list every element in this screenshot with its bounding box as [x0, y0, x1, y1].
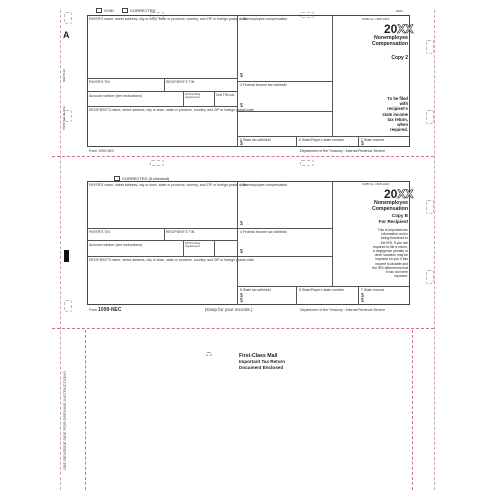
box4-label: 4 Federal income tax withheld: [240, 83, 287, 87]
opening-instructions: SEE REVERSE SIDE FOR OPENING INSTRUCTIONS: [62, 371, 67, 470]
copy-note-line: with: [399, 101, 408, 107]
box1-label: 1 Nonemployee compensation: [240, 183, 288, 187]
payer-name-label: PAYER'S name, street address, city or town, state or province, country, and ZIP or foreign postal code: [89, 183, 247, 187]
envelope-text: [239, 353, 285, 372]
copy-note-line: income is taxable and: [375, 261, 408, 266]
form-title: Nonemployee Compensation: [371, 35, 408, 47]
feed-slot: [426, 270, 434, 284]
envelope-line-2: Important Tax Return: [239, 359, 286, 365]
copy-note-line: tax return,: [387, 116, 408, 122]
copy-note-line: when: [397, 122, 408, 128]
copy-note-line: reported.: [394, 274, 408, 279]
feed-slot: [300, 160, 314, 166]
footer-dept: Department of the Treasury - Internal Revenue Service: [300, 308, 386, 312]
perforation-vertical-right: [412, 330, 413, 490]
void-label: VOID: [104, 8, 114, 13]
copy-note: [334, 228, 408, 278]
window-mark: [206, 352, 212, 356]
payer-name-label: PAYER'S name, street address, city or town, state or province, country, and ZIP or foreign postal code: [89, 17, 247, 21]
second-tin-label: 2nd TIN not.: [216, 93, 236, 97]
footer-dept: Department of the Treasury - Internal Revenue Service: [300, 149, 386, 153]
omb-number: OMB No. 1545-0116: [362, 182, 390, 186]
copy-note-line: a negligence penalty or: [372, 249, 408, 254]
copy-note-line: the IRS determines that: [372, 265, 408, 270]
copy-note-line: being furnished to: [381, 236, 408, 241]
feed-slot: [150, 160, 164, 166]
recipient-tin-label: RECIPIENT'S TIN: [166, 230, 195, 234]
copy-note-line: This is important tax: [377, 228, 408, 232]
corrected-checkbox[interactable]: [122, 8, 128, 13]
perforation-line-2: [52, 328, 434, 329]
box7-dollar-2: $: [361, 298, 364, 304]
feed-slot: [64, 300, 72, 312]
perforation-line-1: [52, 156, 434, 157]
copy-note-line: other sanction may be: [374, 253, 408, 258]
copy-note-line: To be filed: [387, 96, 408, 101]
copy-note-line: information and is: [381, 232, 408, 237]
box1-dollar: $: [240, 73, 243, 79]
top-corner-code: 6900: [396, 9, 403, 13]
tax-year: 20XX: [384, 22, 414, 36]
copy-note-line: recipient's: [387, 106, 408, 112]
copy-note-line: imposed on you if this: [375, 257, 408, 262]
recipient-name-label: RECIPIENT'S name, street address, city or town, state or province, country, and ZIP or foreign postal code: [89, 108, 254, 112]
copy-note-line: state income: [382, 111, 408, 117]
copy-note-line: the IRS. If you are: [380, 240, 408, 245]
form-title: Nonemployee Compensation: [371, 200, 408, 212]
box4-dollar: $: [240, 103, 243, 109]
left-margin-guide: [60, 10, 61, 490]
footer-keep: (Keep for your records.): [205, 307, 253, 312]
box7-label: 7 State income: [361, 138, 385, 142]
box4-label: 4 Federal income tax withheld: [240, 230, 287, 234]
payer-tin-label: PAYER'S TIN: [89, 230, 110, 234]
corrected-label: CORRECTED: [130, 8, 156, 13]
fatca-label: FATCA filing requirement: [185, 92, 201, 99]
box6-label: 6 State/Payer's state number: [299, 138, 345, 142]
payer-tin-label: PAYER'S TIN: [89, 80, 110, 84]
copy-label: Copy B: [391, 213, 408, 218]
copy-note: [350, 96, 408, 132]
box6-label: 6 State/Payer's state number: [299, 288, 345, 292]
envelope-line-3: Document Enclosed: [239, 365, 284, 371]
envelope-line-1: First-Class Mail: [239, 353, 278, 359]
box5-label: 5 State tax withheld: [240, 288, 271, 292]
omb-number: OMB No. 1545-0116: [362, 17, 390, 21]
recipient-tin-label: RECIPIENT'S TIN: [166, 80, 195, 84]
box1-label: 1 Nonemployee compensation: [240, 17, 288, 21]
void-checkbox[interactable]: [96, 8, 102, 13]
tax-year: 20XX: [384, 187, 414, 201]
box7-label: 7 State income: [361, 288, 385, 292]
fatca-label: FATCA filing requirement: [185, 241, 201, 248]
recipient-name-label: RECIPIENT'S name, street address, city or town, state or province, country, and ZIP or foreign postal code: [89, 258, 254, 262]
printed-in-usa: PRINTED IN USA: [62, 105, 66, 130]
feed-slot: [64, 12, 72, 24]
footer-form: Form 1099-NEC: [89, 149, 115, 153]
corrected-label: CORRECTED (if checked): [122, 176, 170, 181]
right-margin-guide: [434, 10, 435, 490]
copy-label: Copy 2: [391, 55, 408, 61]
feed-slot: [426, 110, 434, 124]
account-number-label: Account number (see instructions): [89, 243, 143, 247]
box4-dollar: $: [240, 249, 243, 255]
account-number-label: Account number (see instructions): [89, 94, 143, 98]
copy-sub: For Recipient: [378, 219, 408, 224]
footer-form: Form 1099-NEC: [89, 307, 122, 313]
box1-dollar: $: [240, 221, 243, 227]
registration-mark: [64, 250, 69, 262]
box5-dollar-2: $: [240, 298, 243, 304]
box7-dollar: $: [361, 293, 364, 299]
copy-letter: A: [63, 30, 70, 40]
nec-code: NEC5110: [62, 69, 66, 82]
copy-note-line: required to file a return,: [372, 244, 408, 249]
box5-label: 5 State tax withheld: [240, 138, 271, 142]
feed-slot: [426, 40, 434, 54]
copy-note-line: required.: [390, 127, 408, 133]
box5-dollar: $: [240, 293, 243, 299]
perforation-vertical-left: [85, 330, 86, 490]
copy-note-line: it has not been: [385, 270, 408, 275]
feed-slot: [426, 200, 434, 214]
box5-dollar: $: [240, 141, 243, 147]
box7-dollar: $: [361, 141, 364, 147]
